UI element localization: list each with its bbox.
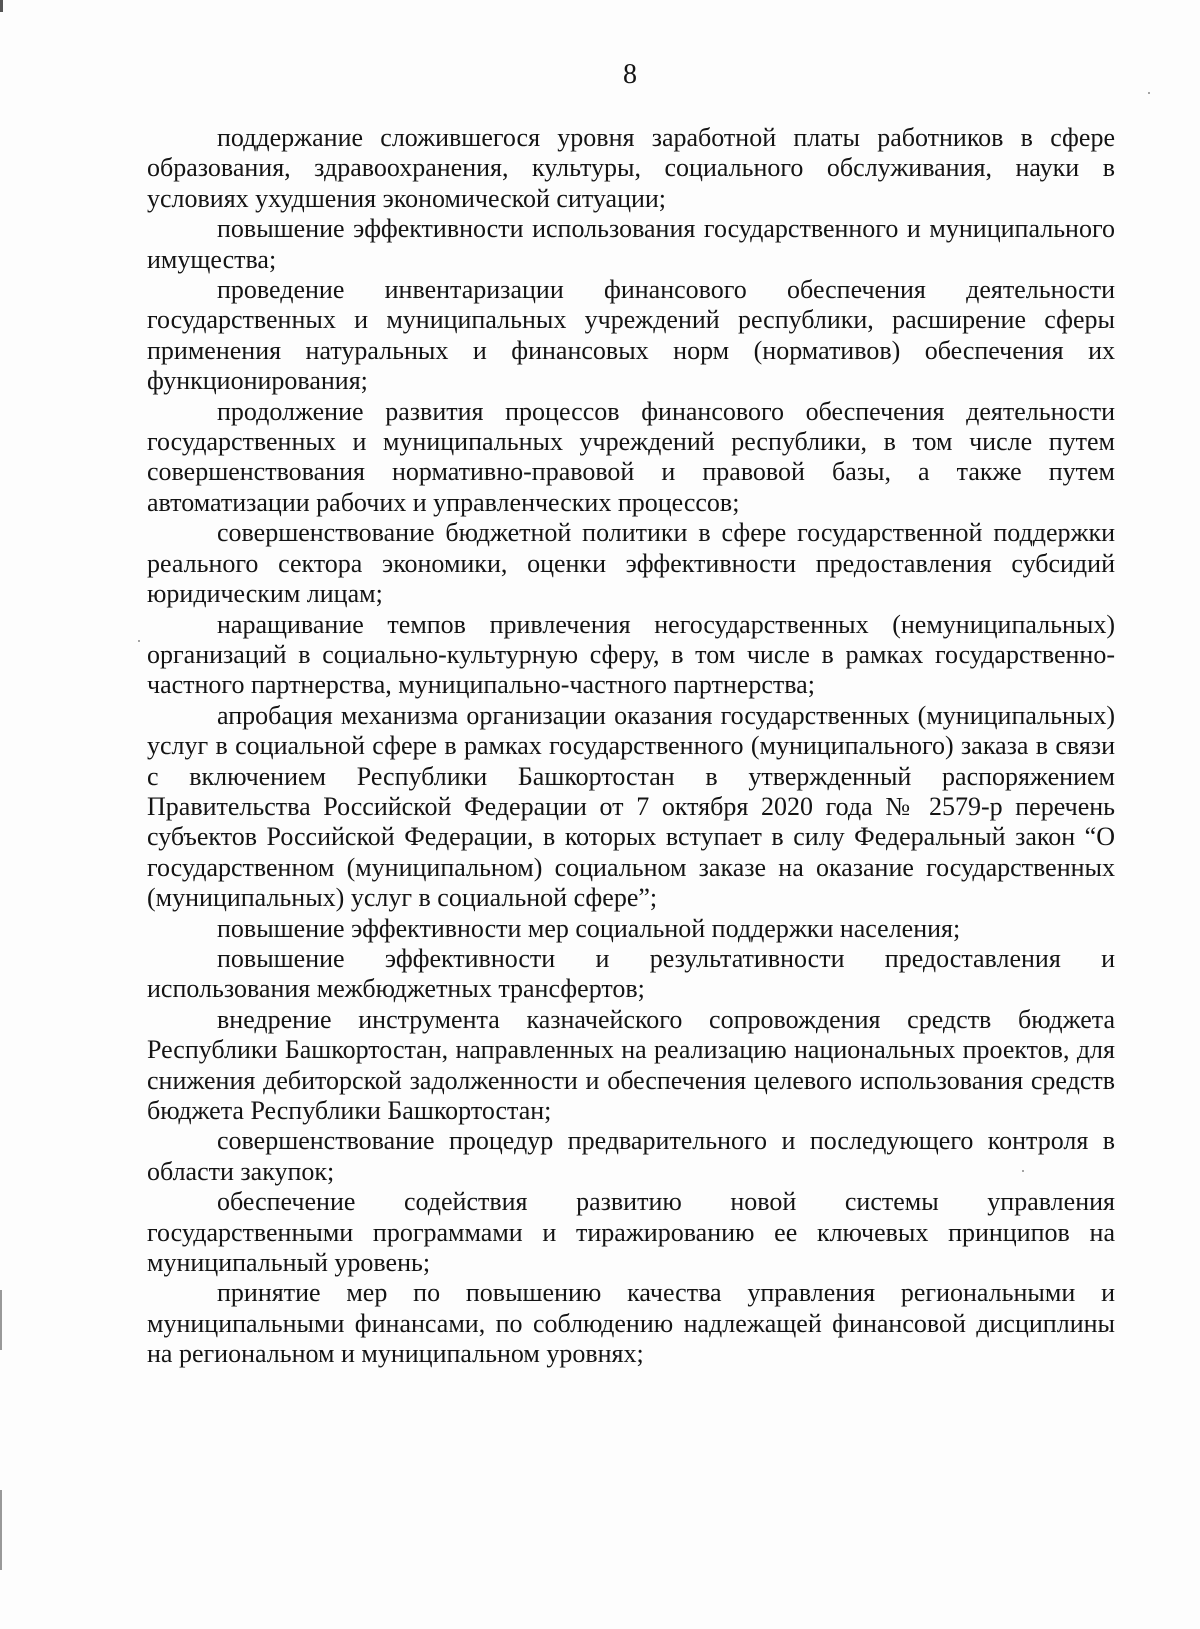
list-item-paragraph: совершенствование процедур предварительного и последующего контроля в области закупок;	[147, 1126, 1115, 1186]
scan-speck	[1148, 92, 1150, 94]
list-item-paragraph: повышение эффективности использования государственного и муниципального имущества;	[147, 214, 1115, 274]
list-item-paragraph: принятие мер по повышению качества управления региональными и муниципальными финансами, по соблюдению надлежащей финансовой дисциплины на региональном и муниципальном уровнях;	[147, 1278, 1115, 1369]
list-item-paragraph: апробация механизма организации оказания государственных (муниципальных) услуг в социальной сфере в рамках государственного (муниципального) заказа в связи с включением Республики Башкортостан в утвержденный распоряжением Правительства Российской Федерации от 7 октября 2020 года № 2579-р перечень субъектов Российской Федерации, в которых вступает в силу Федеральный закон “О государственном (муниципальном) социальном заказе на оказание государственных (муниципальных) услуг в социальной сфере”;	[147, 700, 1115, 913]
list-item-paragraph: внедрение инструмента казначейского сопровождения средств бюджета Республики Башкортостан, направленных на реализацию национальных проектов, для снижения дебиторской задолженности и обеспечения целевого использования средств бюджета Республики Башкортостан;	[147, 1004, 1115, 1125]
list-item-paragraph: совершенствование бюджетной политики в сфере государственной поддержки реального сектора экономики, оценки эффективности предоставления субсидий юридическим лицам;	[147, 518, 1115, 609]
scan-edge-mark-top	[0, 0, 3, 12]
scan-edge-mark-bottom	[0, 1490, 2, 1570]
list-item-paragraph: проведение инвентаризации финансового обеспечения деятельности государственных и муниципальных учреждений республики, расширение сферы применения натуральных и финансовых норм (нормативов) обеспечения их функционирования;	[147, 275, 1115, 396]
list-item-paragraph: поддержание сложившегося уровня заработной платы работников в сфере образования, здравоохранения, культуры, социального обслуживания, науки в условиях ухудшения экономической ситуации;	[147, 123, 1115, 213]
page-number: 8	[623, 59, 637, 90]
list-item-paragraph: продолжение развития процессов финансового обеспечения деятельности государственных и муниципальных учреждений республики, в том числе путем совершенствования нормативно-правовой и правовой базы, а также путем автоматизации рабочих и управленческих процессов;	[147, 396, 1115, 517]
list-item-paragraph: повышение эффективности и результативности предоставления и использования межбюджетных трансфертов;	[147, 943, 1115, 1004]
list-item-paragraph: наращивание темпов привлечения негосударственных (немуниципальных) организаций в социально-культурную сферу, в том числе в рамках государственно-частного партнерства, муниципально-частного партнерства;	[147, 609, 1115, 700]
list-item-paragraph: повышение эффективности мер социальной поддержки населения;	[217, 913, 961, 943]
document-body	[147, 123, 1115, 1370]
list-item-paragraph: обеспечение содействия развитию новой системы управления государственными программами и тиражированию ее ключевых принципов на муниципальный уровень;	[147, 1187, 1115, 1278]
scan-edge-mark-middle	[0, 1290, 2, 1350]
scan-speck	[138, 640, 140, 642]
